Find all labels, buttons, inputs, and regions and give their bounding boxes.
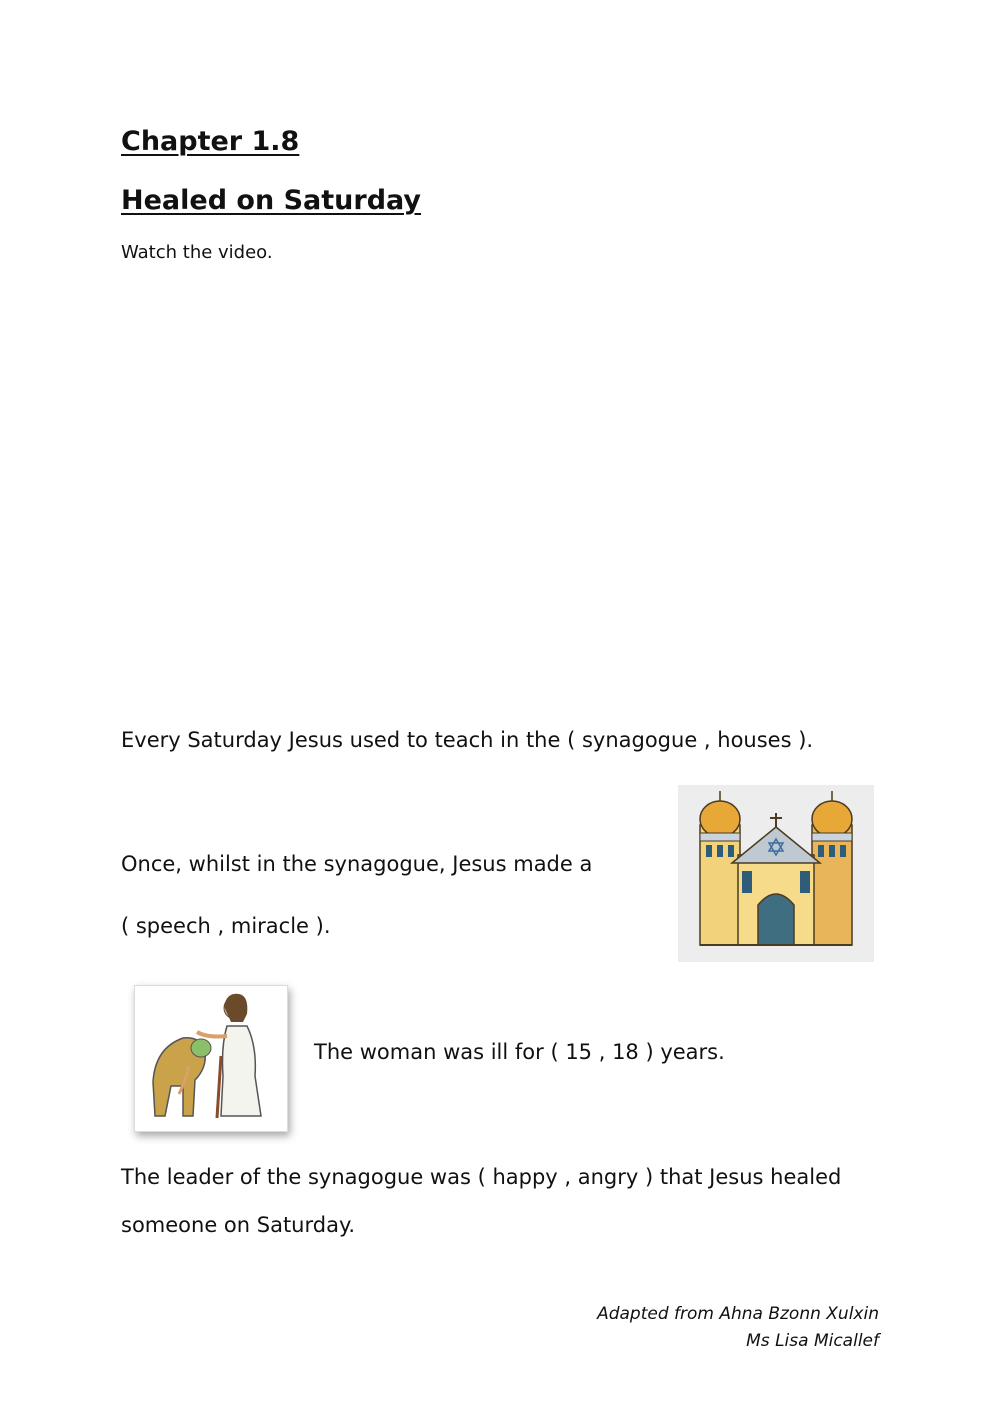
synagogue-illustration bbox=[678, 785, 874, 962]
page-title: Healed on Saturday bbox=[121, 185, 422, 216]
credit-author: Ms Lisa Micallef bbox=[746, 1331, 879, 1351]
question-miracle-line2: ( speech , miracle ). bbox=[121, 914, 331, 938]
question-synagogue: Every Saturday Jesus used to teach in the ( synagogue , houses ). bbox=[121, 728, 814, 752]
question-years: The woman was ill for ( 15 , 18 ) years. bbox=[314, 1040, 725, 1064]
chapter-heading: Chapter 1.8 bbox=[121, 126, 300, 157]
healing-illustration bbox=[134, 985, 288, 1132]
instruction-text: Watch the video. bbox=[121, 242, 273, 263]
question-miracle-line1: Once, whilst in the synagogue, Jesus made a bbox=[121, 852, 593, 876]
credit-adapted: Adapted from Ahna Bzonn Xulxin bbox=[597, 1304, 879, 1324]
question-leader-line2: someone on Saturday. bbox=[121, 1213, 356, 1237]
question-leader-line1: The leader of the synagogue was ( happy , angry ) that Jesus healed bbox=[121, 1165, 842, 1189]
